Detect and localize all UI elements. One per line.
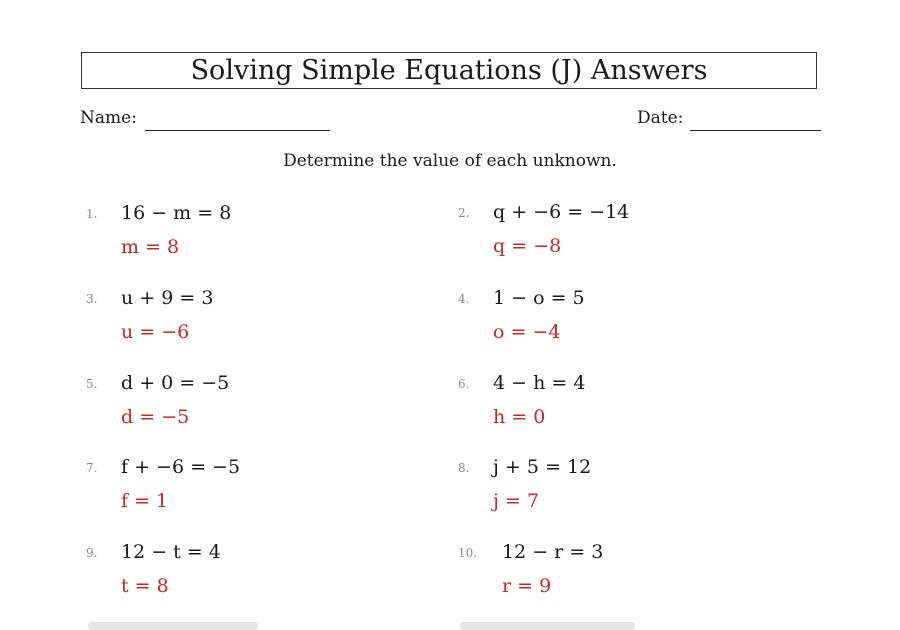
problem-number: 2. xyxy=(458,206,470,220)
problem-number: 7. xyxy=(86,461,98,475)
problem-answer: u = −6 xyxy=(121,321,190,343)
problem-equation: f + −6 = −5 xyxy=(121,456,241,478)
problem-equation: j + 5 = 12 xyxy=(493,456,592,478)
problem-number: 6. xyxy=(458,377,470,391)
problem-answer: m = 8 xyxy=(121,236,180,258)
problem-number: 3. xyxy=(86,292,98,306)
cutoff-row-right xyxy=(460,622,635,630)
problem-number: 1. xyxy=(86,207,98,221)
problem-equation: 12 − r = 3 xyxy=(502,541,604,563)
problem-answer: o = −4 xyxy=(493,321,561,343)
problem-equation: 12 − t = 4 xyxy=(121,541,221,563)
problem-item xyxy=(86,286,386,356)
name-label: Name: xyxy=(80,108,137,128)
problem-answer: r = 9 xyxy=(502,575,552,597)
problem-equation: q + −6 = −14 xyxy=(493,201,630,223)
problem-item xyxy=(458,286,758,356)
problem-item xyxy=(86,371,386,441)
name-field-line[interactable] xyxy=(145,130,330,131)
problem-item xyxy=(458,455,758,525)
problem-number: 9. xyxy=(86,546,98,560)
problem-item xyxy=(458,540,758,610)
problem-number: 10. xyxy=(458,546,478,560)
worksheet-title: Solving Simple Equations (J) Answers xyxy=(81,52,817,89)
problem-equation: 16 − m = 8 xyxy=(121,202,232,224)
problem-answer: q = −8 xyxy=(493,235,562,257)
problem-answer: t = 8 xyxy=(121,575,169,597)
problem-answer: j = 7 xyxy=(493,490,539,512)
problem-answer: f = 1 xyxy=(121,490,169,512)
problem-equation: d + 0 = −5 xyxy=(121,372,230,394)
problem-item xyxy=(86,540,386,610)
cutoff-row-left xyxy=(88,622,258,630)
problem-number: 5. xyxy=(86,377,98,391)
problem-answer: h = 0 xyxy=(493,406,546,428)
problem-equation: 1 − o = 5 xyxy=(493,287,585,309)
problem-item xyxy=(86,201,386,271)
problem-item xyxy=(86,455,386,525)
problem-answer: d = −5 xyxy=(121,406,190,428)
problem-item xyxy=(458,200,758,270)
instructions: Determine the value of each unknown. xyxy=(283,151,617,171)
problem-number: 4. xyxy=(458,292,470,306)
problem-number: 8. xyxy=(458,461,470,475)
date-field-line[interactable] xyxy=(690,130,821,131)
problem-item xyxy=(458,371,758,441)
problem-equation: 4 − h = 4 xyxy=(493,372,586,394)
date-label: Date: xyxy=(637,108,684,128)
problem-equation: u + 9 = 3 xyxy=(121,287,214,309)
